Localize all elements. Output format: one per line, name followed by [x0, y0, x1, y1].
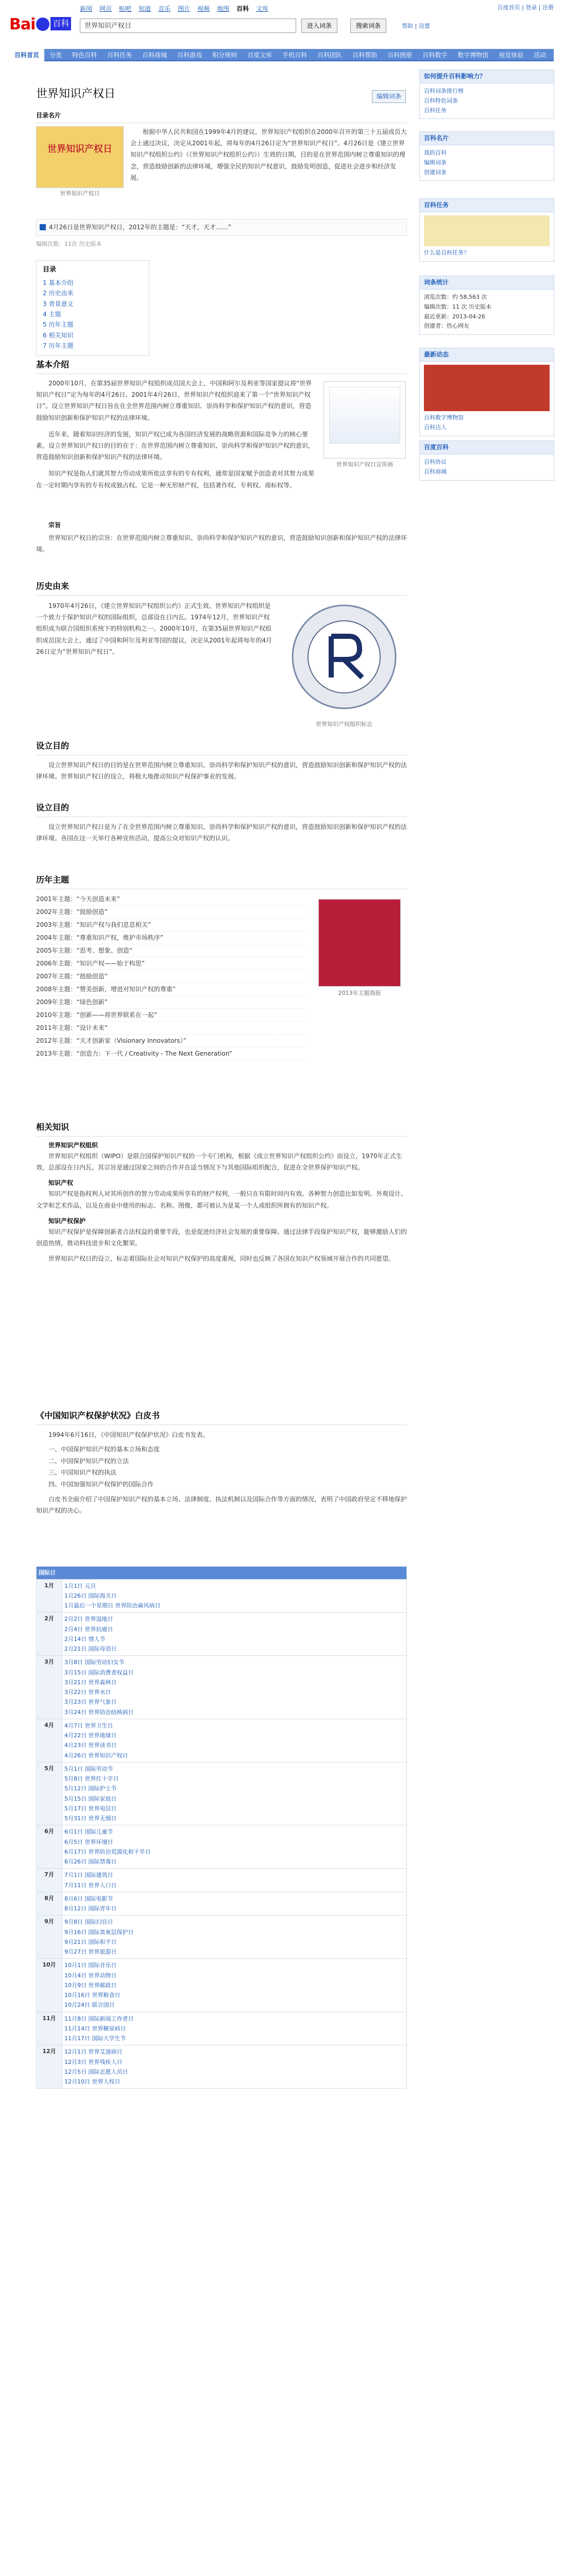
month-days: [62, 2045, 407, 2089]
summary-label: 目录名片: [36, 112, 61, 119]
subsection-title: 世界知识产权组织: [48, 1141, 98, 1149]
day-link[interactable]: 7月11日 世界人口日: [64, 1882, 117, 1889]
side-item: 浏览次数：约 58,563 次: [424, 294, 487, 301]
task-help-link[interactable]: 什么是百科任务？: [424, 249, 469, 257]
international-days-table: [36, 1566, 407, 2089]
paragraph: 世界知识产权日的宗旨：在世界范围内树立尊重知识、崇尚科学和保护知识产权的意识，营造鼓励知识创新和保护知识产权的法律环境。: [36, 534, 407, 553]
theme-item: 2001年主题：“今天创造未来”: [36, 893, 304, 906]
month-days: [62, 1762, 407, 1825]
side-item[interactable]: 百科词条排行榜: [424, 88, 464, 95]
theme-poster-caption: 2013年主题海报: [338, 990, 381, 996]
section-purpose: [36, 520, 407, 555]
date-box: [36, 219, 407, 236]
side-item: 编辑次数：11 次 历史版本: [424, 303, 491, 310]
toc-list: [43, 278, 143, 351]
month-label: 7月: [37, 1869, 62, 1892]
section-themes: [36, 873, 407, 893]
side-block-tasks: [419, 198, 554, 262]
month-label: 1月: [37, 1579, 62, 1613]
theme-item: 2013年主题：“创造力：下一代 / Creativity - The Next Generation”: [36, 1047, 304, 1060]
theme-item: 2009年主题：“绿色创新”: [36, 996, 304, 1009]
nav-link-新闻[interactable]: 新闻: [80, 5, 93, 12]
section-title: 基本介绍: [36, 360, 70, 369]
whitepaper-item: 四、中国加强知识产权保护的国际合作: [48, 1481, 154, 1488]
day-link[interactable]: 9月27日 世界旅游日: [64, 1948, 117, 1956]
paragraph: 知识产权是指权利人对其所创作的智力劳动成果所享有的财产权利，一般只在有限时间内有效。各种智力创造比如发明、外观设计、文学和艺术作品，以及在商业中使用的标志、名称、图像，都可被认为是某一个人或组织所拥有的知识产权。: [36, 1190, 407, 1209]
theme-item: 2012年主题：“天才创新家（Visionary Innovators）”: [36, 1035, 304, 1047]
day-link[interactable]: 9月21日 国际和平日: [64, 1938, 117, 1945]
theme-item: 2008年主题：“赞美创新，增进对知识产权的尊重”: [36, 983, 304, 996]
category-tab[interactable]: 分类: [49, 52, 62, 59]
section-history-text: [36, 600, 273, 657]
theme-item: 2003年主题：“知识产权与我们息息相关”: [36, 919, 304, 931]
summary-image[interactable]: [36, 126, 124, 188]
category-tab[interactable]: 视觉体验: [499, 52, 524, 59]
category-tab[interactable]: 百度文库: [247, 52, 272, 59]
whitepaper-item: 二、中国保护知识产权的立法: [48, 1457, 129, 1465]
theme-item: 2005年主题：“思考、想象、创造”: [36, 944, 304, 957]
month-label: 4月: [37, 1719, 62, 1762]
day-link[interactable]: 1月最后一个星期日 世界防治麻风病日: [64, 1602, 161, 1609]
side-block-title: 百度百科: [420, 441, 554, 454]
theme-item: 2011年主题：“设计未来”: [36, 1022, 304, 1035]
category-tab[interactable]: 百科帮助: [352, 52, 378, 59]
month-days: [62, 1916, 407, 1959]
top-nav: [80, 4, 276, 12]
day-link[interactable]: 8月12日 国际青年日: [64, 1905, 117, 1912]
side-block-list: [420, 83, 554, 118]
toc-item[interactable]: 4 主题: [43, 310, 61, 318]
category-tab[interactable]: 百科首页: [9, 49, 44, 61]
summary-text-wrap: [130, 126, 407, 183]
month-label: 3月: [37, 1656, 62, 1719]
day-link[interactable]: 3月15日 国际消费者权益日: [64, 1669, 134, 1676]
nav-link-视频[interactable]: 视频: [197, 5, 210, 12]
section-basic-text: [36, 378, 314, 491]
day-link[interactable]: 11月8日 国际新闻工作者日: [64, 2015, 134, 2022]
month-label: 2月: [37, 1613, 62, 1656]
section-related: [36, 1121, 407, 1264]
section-title: 相关知识: [36, 1122, 70, 1132]
theme-item: 2006年主题：“知识产权——始于构思”: [36, 957, 304, 970]
month-days: [62, 2012, 407, 2045]
side-block-influence: [419, 70, 554, 119]
whitepaper-list: [48, 1444, 407, 1490]
side-block-list: [420, 145, 554, 180]
divider: [36, 1136, 407, 1137]
table-title: 国际日: [37, 1567, 407, 1580]
day-link[interactable]: 5月8日 世界红十字日: [64, 1775, 119, 1783]
paragraph: 知识产权保护是保障创新者合法权益的重要手段，也是促进经济社会发展的重要保障。通过法律手段保护知识产权，能够激励人们的创造热情，推动科技进步和文化繁荣。: [36, 1228, 407, 1247]
theme-item: 2010年主题：“创新——将世界联系在一起”: [36, 1009, 304, 1022]
day-link[interactable]: 10月24日 联合国日: [64, 2002, 115, 2009]
section-goals: [36, 801, 407, 844]
day-link[interactable]: 10月4日 世界动物日: [64, 1972, 117, 1979]
category-tab[interactable]: 百科达人: [49, 64, 75, 71]
paragraph: 2000年10月，在第35届世界知识产权组织成员国大会上，中国和阿尔及利亚等国家提议将“世界知识产权日”定为每年的4月26日。2001年4月26日，世界知识产权组织迎来了第一个“世界知识产权日”。设立世界知识产权日旨在在全世界范围内树立尊重知识、崇尚科学和保护知识产权的意识，营造鼓励知识创新和保护知识产权的法律环境。: [36, 380, 312, 421]
side-block-list: [420, 454, 554, 480]
section-title: 历年主题: [36, 875, 70, 885]
summary-text: 根据中华人民共和国在1999年4月的建议，世界知识产权组织在2000年召开的第三十五届成员大会上通过决议，决定从2001年起，将每年的4月26日定为“世界知识产权日”。4月26日是《建立世界知识产权组织公约》（《世界知识产权组织公约》）生效的日期，目的是在世界范围内树立尊重知识的理念，营造鼓励创新的法律环境，增强全民的知识产权意识，鼓励发明创造，促进社会进步和经济发展。: [130, 128, 407, 181]
month-days: [62, 1579, 407, 1613]
side-item: 创建者：热心网友: [424, 323, 469, 330]
month-days: [62, 1869, 407, 1892]
side-item[interactable]: 编辑词条: [424, 159, 447, 166]
wipo-logo-image[interactable]: [282, 600, 406, 719]
category-bar: [9, 49, 554, 71]
section-title: 《中国知识产权保护状况》白皮书: [36, 1411, 160, 1420]
nav-link-贴吧[interactable]: 贴吧: [119, 5, 132, 12]
paragraph: 世界知识产权日的设立，标志着国际社会对知识产权保护的高度重视，同时也反映了各国在知识产权领域开展合作的共同愿望。: [48, 1255, 395, 1263]
paw-icon: [36, 18, 49, 31]
category-tab[interactable]: 百科商城: [142, 52, 167, 59]
day-link[interactable]: 2月4日 世界抗癌日: [64, 1625, 113, 1633]
logo-text: Bai: [9, 15, 36, 33]
day-link[interactable]: 6月17日 世界防治荒漠化和干旱日: [64, 1848, 151, 1855]
month-label: 5月: [37, 1762, 62, 1825]
month-label: 6月: [37, 1825, 62, 1869]
day-link[interactable]: 1月26日 国际海关日: [64, 1592, 117, 1599]
category-tab[interactable]: 百科团队: [317, 52, 343, 59]
toc-item[interactable]: 2 历史由来: [43, 290, 74, 297]
theme-list: [36, 893, 304, 1060]
side-item[interactable]: 百科任务: [424, 107, 447, 114]
task-banner-image[interactable]: [424, 215, 550, 246]
wipo-logo-caption: 世界知识产权组织标志: [316, 721, 372, 727]
side-block-body: [420, 362, 554, 435]
side-item[interactable]: 百科数字博物馆: [424, 414, 464, 421]
theme-item: 2002年主题：“鼓励创造”: [36, 906, 304, 919]
day-link[interactable]: 5月31日 世界无烟日: [64, 1815, 117, 1822]
category-tab[interactable]: 百科任务: [107, 52, 132, 59]
side-item[interactable]: 百科特色词条: [424, 97, 458, 104]
toc-item[interactable]: 5 历年主题: [43, 321, 74, 329]
month-label: 12月: [37, 2045, 62, 2089]
category-tab[interactable]: 手机百科: [282, 52, 308, 59]
day-link[interactable]: 11月17日 国际大学生节: [64, 2035, 126, 2042]
day-link[interactable]: 7月1日 国际建筑日: [64, 1872, 113, 1879]
day-link[interactable]: 12月10日 世界人权日: [64, 2078, 121, 2086]
day-link[interactable]: 5月12日 国际护士节: [64, 1785, 117, 1792]
page-title: 世界知识产权日: [36, 88, 116, 100]
day-link[interactable]: 2月14日 情人节: [64, 1635, 106, 1642]
help-links[interactable]: 帮助 | 设置: [402, 23, 430, 29]
summary-image-text: 世界知识产权日: [47, 144, 112, 155]
news-banner-image[interactable]: [424, 365, 550, 411]
day-link[interactable]: 12月1日 世界艾滋病日: [64, 2048, 123, 2056]
poster-art: [329, 387, 400, 444]
section-basic-intro: [36, 358, 407, 378]
month-days: [62, 1959, 407, 2012]
month-label: 8月: [37, 1892, 62, 1916]
date-text: 4月26日是世界知识产权日，2012年的主题是：“天才，天才……”: [49, 224, 231, 231]
summary-image-caption: 世界知识产权日: [60, 190, 100, 197]
month-days: [62, 1892, 407, 1916]
search-entry-button[interactable]: 搜索词条: [350, 19, 386, 33]
logo-tag: 百科: [50, 17, 71, 30]
section-background: [36, 739, 407, 782]
side-block-list: [420, 290, 554, 334]
theme-item: 2007年主题：“鼓励创造”: [36, 970, 304, 983]
day-link[interactable]: 9月16日 国际臭氧层保护日: [64, 1928, 134, 1936]
paragraph: 1970年4月26日，《建立世界知识产权组织公约》正式生效。世界知识产权组织是一个致力于保护知识产权的国际组织，总部设在日内瓦。1974年12月，世界知识产权组织成为联合国组织系统下的特别机构之一。2000年10月，在第35届世界知识产权组织成员国大会上，通过了中国和阿尔及利亚等国的提议，决定从2001年起将每年的4月26日定为“世界知识产权日”。: [36, 602, 272, 655]
side-block-title: 如何提升百科影响力？: [420, 70, 554, 83]
nav-link-文库[interactable]: 文库: [256, 5, 269, 12]
toc-item[interactable]: 6 相关知识: [43, 331, 74, 339]
month-days: [62, 1613, 407, 1656]
section-title: 历史由来: [36, 581, 70, 591]
side-block-news: [419, 348, 554, 436]
divider: [36, 595, 407, 596]
nav-link-音乐[interactable]: 音乐: [158, 5, 171, 12]
subsection-title: 知识产权保护: [48, 1217, 86, 1225]
theme-item: 2004年主题：“尊重知识产权，维护市场秩序”: [36, 931, 304, 944]
day-link[interactable]: 6月5日 世界环境日: [64, 1838, 113, 1845]
day-link[interactable]: 3月22日 世界水日: [64, 1689, 111, 1696]
toc-item[interactable]: 7 历年主题: [43, 342, 74, 350]
day-link[interactable]: 5月17日 世界电信日: [64, 1805, 117, 1812]
day-link[interactable]: 3月24日 世界防治结核病日: [64, 1708, 134, 1716]
whitepaper-item: 一、中国保护知识产权的基本立场和态度: [48, 1445, 160, 1453]
top-links[interactable]: 百度首页 | 登录 | 注册: [497, 4, 554, 11]
nav-link-图片[interactable]: 图片: [178, 5, 191, 12]
enter-entry-button[interactable]: 进入词条: [301, 19, 337, 33]
baidu-logo[interactable]: [9, 14, 76, 35]
nav-link-地图[interactable]: 地图: [217, 5, 230, 12]
poster-caption: 世界知识产权日宣传画: [336, 461, 393, 468]
category-tab[interactable]: 数字博物馆: [457, 52, 489, 59]
day-link[interactable]: 2月21日 国际母语日: [64, 1646, 117, 1653]
day-link[interactable]: 4月26日 世界知识产权日: [64, 1752, 128, 1759]
side-item[interactable]: 我的百科: [424, 149, 447, 157]
table-of-contents: [36, 260, 149, 356]
category-tab[interactable]: 百科权威: [14, 64, 40, 71]
paragraph: 设立世界知识产权日的目的是在世界范围内树立尊重知识、崇尚科学和保护知识产权的意识，营造鼓励知识创新和保护知识产权的法律环境。世界知识产权日的设立，将极大地推动知识产权保护事业的发展。: [36, 761, 407, 780]
side-block-title: 词条统计: [420, 276, 554, 290]
side-block-card: [419, 131, 554, 181]
day-link[interactable]: 4月22日 世界地球日: [64, 1732, 117, 1739]
main-content: [9, 70, 411, 2576]
day-link[interactable]: 4月7日 世界卫生日: [64, 1722, 113, 1729]
toc-item[interactable]: 1 基本介绍: [43, 279, 74, 286]
day-link[interactable]: 5月1日 国际劳动节: [64, 1765, 113, 1772]
month-label: 11月: [37, 2012, 62, 2045]
side-item: 最近更新：2013-04-26: [424, 313, 485, 320]
day-link[interactable]: 12月5日 国际志愿人员日: [64, 2068, 128, 2075]
category-tab[interactable]: 百科数字: [422, 52, 448, 59]
wipo-emblem-icon: [282, 600, 406, 719]
paragraph: 世界知识产权组织（WIPO）是联合国保护知识产权的一个专门机构，根据《成立世界知识产权组织公约》而设立，1970年正式生效，总部设在日内瓦。其宗旨是通过国家之间的合作并在适当情况下与其他国际组织配合，促进在全世界保护知识产权。: [36, 1152, 402, 1171]
category-tab[interactable]: 百科图册: [387, 52, 413, 59]
day-link[interactable]: 10月9日 世界邮政日: [64, 1981, 117, 1989]
month-days: [62, 1719, 407, 1762]
nav-link-知道[interactable]: 知道: [139, 5, 151, 12]
day-link[interactable]: 6月26日 国际禁毒日: [64, 1858, 117, 1866]
side-block-baike: [419, 440, 554, 481]
nav-link-网页[interactable]: 网页: [99, 5, 112, 12]
side-block-body: [420, 212, 554, 261]
category-tab[interactable]: 百科游戏: [177, 52, 202, 59]
whitepaper-item: 三、中国知识产权的执法: [48, 1469, 117, 1477]
days-table: [36, 1566, 407, 2089]
day-link[interactable]: 9月8日 国际扫盲日: [64, 1919, 113, 1926]
day-link[interactable]: 3月8日 国际劳动妇女节: [64, 1659, 125, 1666]
toc-item[interactable]: 3 背景意义: [43, 300, 74, 308]
side-block-list: [424, 413, 550, 432]
section-title: 设立目的: [36, 741, 70, 751]
day-link[interactable]: 3月23日 世界气象日: [64, 1699, 117, 1706]
paragraph: 设立世界知识产权日是为了在全世界范围内树立尊重知识、崇尚科学和保护知识产权的意识，营造鼓励知识创新和保护知识产权的法律环境。各国在这一天举行各种宣传活动，提高公众对知识产权的认识。: [36, 823, 407, 842]
side-item[interactable]: 百科协议: [424, 459, 447, 466]
sidebar: [419, 70, 554, 2576]
side-block-title: 百科任务: [420, 199, 554, 212]
category-tab[interactable]: 活动: [534, 52, 547, 59]
day-link[interactable]: 10月16日 世界粮食日: [64, 1992, 121, 1999]
day-link[interactable]: 6月1日 国际儿童节: [64, 1828, 113, 1836]
edit-meta[interactable]: 编辑次数：11次 历史版本: [36, 241, 102, 247]
search-input[interactable]: 世界知识产权日: [80, 19, 296, 33]
day-link[interactable]: 5月15日 国际家庭日: [64, 1795, 117, 1802]
day-link[interactable]: 4月23日 世界读书日: [64, 1742, 117, 1749]
day-link[interactable]: 11月14日 世界糖尿病日: [64, 2025, 126, 2032]
summary-card: [36, 111, 407, 127]
day-link[interactable]: 2月2日 世界湿地日: [64, 1616, 113, 1623]
nav-link-百科[interactable]: 百科: [236, 5, 249, 12]
poster-image[interactable]: [323, 381, 406, 459]
paragraph: 白皮书全面介绍了中国保护知识产权的基本立场、法律制度、执法机制以及国际合作等方面的情况，表明了中国政府坚定不移地保护知识产权的决心。: [36, 1495, 407, 1515]
day-link[interactable]: 1月1日 元旦: [64, 1582, 96, 1589]
side-item[interactable]: 百科商城: [424, 468, 447, 475]
day-link[interactable]: 8月6日 国际电影节: [64, 1895, 113, 1902]
month-days: [62, 1825, 407, 1869]
toc-title: 目录: [43, 266, 57, 274]
paragraph: 知识产权是指人们就其智力劳动成果所依法享有的专有权利，通常是国家赋予创造者对其智力成果在一定时期内享有的专有权或独占权。它是一种无形财产权，包括著作权、专利权、商标权等。: [36, 470, 315, 489]
theme-poster-image[interactable]: [318, 899, 401, 987]
paragraph: 近年来，随着知识经济的发展，知识产权已成为各国经济发展的战略资源和国际竞争力的核心要素。设立世界知识产权日的目的在于：在世界范围内树立尊重知识、崇尚科学和保护知识产权的意识，营造鼓励知识创新和保护知识产权的法律环境。: [36, 430, 315, 461]
side-item[interactable]: 创建词条: [424, 168, 447, 176]
day-link[interactable]: 12月3日 世界残疾人日: [64, 2058, 123, 2065]
side-block-title: 百科名片: [420, 132, 554, 145]
month-days: [62, 1656, 407, 1719]
side-block-stats: [419, 276, 554, 335]
month-label: 10月: [37, 1959, 62, 2012]
subsection-title: 知识产权: [48, 1179, 74, 1187]
day-link[interactable]: 10月1日 国际音乐日: [64, 1962, 117, 1969]
section-whitepaper: [36, 1409, 407, 1516]
category-tab[interactable]: 特色百科: [72, 52, 97, 59]
edit-entry-button[interactable]: 编辑词条: [372, 90, 406, 103]
day-link[interactable]: 3月21日 世界森林日: [64, 1679, 117, 1686]
side-item[interactable]: 百科达人: [424, 423, 447, 431]
info-icon: [40, 224, 46, 230]
category-tab[interactable]: 积分规则: [212, 52, 237, 59]
side-block-title: 最新动态: [420, 348, 554, 362]
section-history: [36, 580, 407, 600]
paragraph: 1994年6月16日，《中国知识产权保护状况》白皮书发表。: [48, 1431, 209, 1438]
month-label: 9月: [37, 1916, 62, 1959]
section-title: 设立目的: [36, 803, 70, 812]
subsection-title: 宗旨: [48, 521, 61, 529]
